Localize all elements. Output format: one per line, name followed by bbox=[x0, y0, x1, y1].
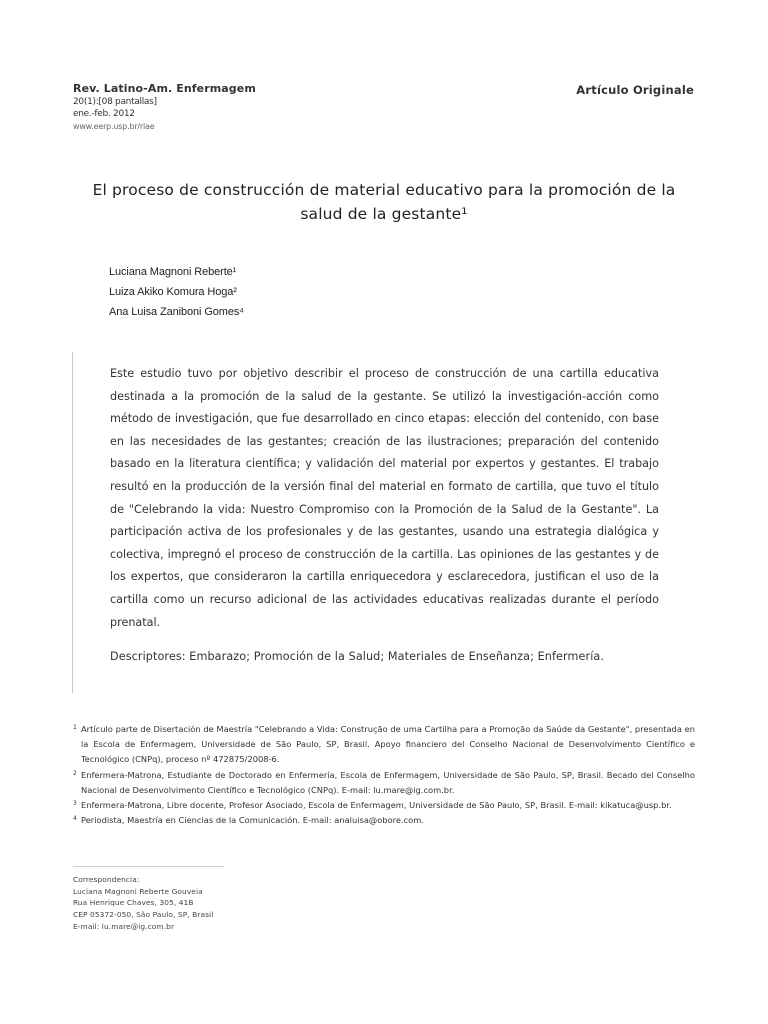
footnote-text: Artículo parte de Disertación de Maestría "Celebrando a Vida: Construção de uma Cartilha para a Promoção da Saúde da Gestante", presentada en la Escola de Enfermagem, Universidade de São Paulo, SP, Brasil. Apoyo financiero del Conselho Nacional de Desenvolvimento Científico e Tecnológico (CNPq), proceso nº 472875/2008-6. bbox=[81, 724, 695, 765]
footnote-text: Enfermera-Matrona, Estudiante de Doctorado en Enfermería, Escola de Enfermagem, Universidade de São Paulo, SP, Brasil. Becado del Conselho Nacional de Desenvolvimento Científico e Tecnológico (CNPq). E-mail: lu.mare@ig.com.br. bbox=[81, 769, 695, 795]
footnote-1 bbox=[73, 722, 695, 768]
correspondence-heading: Correspondencia: bbox=[73, 875, 140, 884]
journal-issue: 20(1):[08 pantallas] bbox=[73, 97, 157, 107]
correspondence-email: E-mail: lu.mare@ig.com.br bbox=[73, 921, 175, 931]
journal-date: ene.-feb. 2012 bbox=[73, 109, 135, 119]
author-1: Luciana Magnoni Reberte¹ bbox=[109, 266, 237, 278]
article-type: Artículo Originale bbox=[576, 83, 694, 97]
correspondence-name: Luciana Magnoni Reberte Gouveia bbox=[73, 886, 203, 896]
abstract-divider bbox=[72, 352, 73, 693]
correspondence bbox=[73, 874, 213, 933]
author-3: Ana Luisa Zaniboni Gomes⁴ bbox=[109, 306, 244, 318]
footnote-mark: 4 bbox=[73, 815, 77, 823]
correspondence-city: CEP 05372-050, São Paulo, SP, Brasil bbox=[73, 910, 214, 920]
correspondence-street: Rua Henrique Chaves, 305, 41B bbox=[73, 898, 194, 908]
journal-info bbox=[73, 83, 256, 131]
footnote-4 bbox=[73, 813, 695, 828]
keywords: Descriptores: Embarazo; Promoción de la Salud; Materiales de Enseñanza; Enfermería. bbox=[110, 650, 605, 664]
journal-url: www.eerp.usp.br/rlae bbox=[73, 122, 155, 131]
footnotes bbox=[73, 722, 695, 828]
footnote-2 bbox=[73, 768, 695, 798]
footnote-mark: 2 bbox=[73, 769, 77, 777]
journal-name: Rev. Latino-Am. Enfermagem bbox=[73, 82, 256, 95]
author-2: Luiza Akiko Komura Hoga² bbox=[109, 286, 237, 298]
abstract-text: Este estudio tuvo por objetivo describir el proceso de construcción de una cartilla educativa destinada a la promoción de la salud de la gestante. Se utilizó la investigación-acción como método de investigación, que fue desarrollado en cinco etapas: elección del contenido, con base en las necesidades de las gestantes; creación de las ilustraciones; preparación del contenido basado en la literatura científica; y validación del material por expertos y gestantes. El trabajo resultó en la producción de la versión final del material en formato de cartilla, que tuvo el título de "Celebrando la vida: Nuestro Compromiso con la Promoción de la Salud de la Gestante". La participación activa de los profesionales y de las gestantes, usando una estrategia dialógica y colectiva, impregnó el proceso de construcción de la cartilla. Las opiniones de las gestantes y de los expertos, que consideraron la cartilla enriquecedora y esclarecedora, justifican el uso de la cartilla como un recurso adicional de las actividades educativas realizadas durante el período prenatal. bbox=[110, 367, 659, 629]
correspondence-divider bbox=[73, 866, 224, 867]
footnote-text: Enfermera-Matrona, Libre docente, Profesor Asociado, Escola de Enfermagem, Universidade de São Paulo, SP, Brasil. E-mail: kikatuca@usp.br. bbox=[81, 800, 672, 811]
author-list bbox=[109, 262, 244, 322]
footnote-text: Periodista, Maestría en Ciencias de la Comunicación. E-mail: analuisa@obore.com. bbox=[81, 815, 424, 826]
footnote-3 bbox=[73, 798, 695, 813]
footnote-mark: 3 bbox=[73, 800, 77, 808]
article-title: El proceso de construcción de material educativo para la promoción de la salud de la gestante¹ bbox=[92, 181, 676, 223]
abstract bbox=[110, 363, 659, 668]
footnote-mark: 1 bbox=[73, 724, 77, 731]
